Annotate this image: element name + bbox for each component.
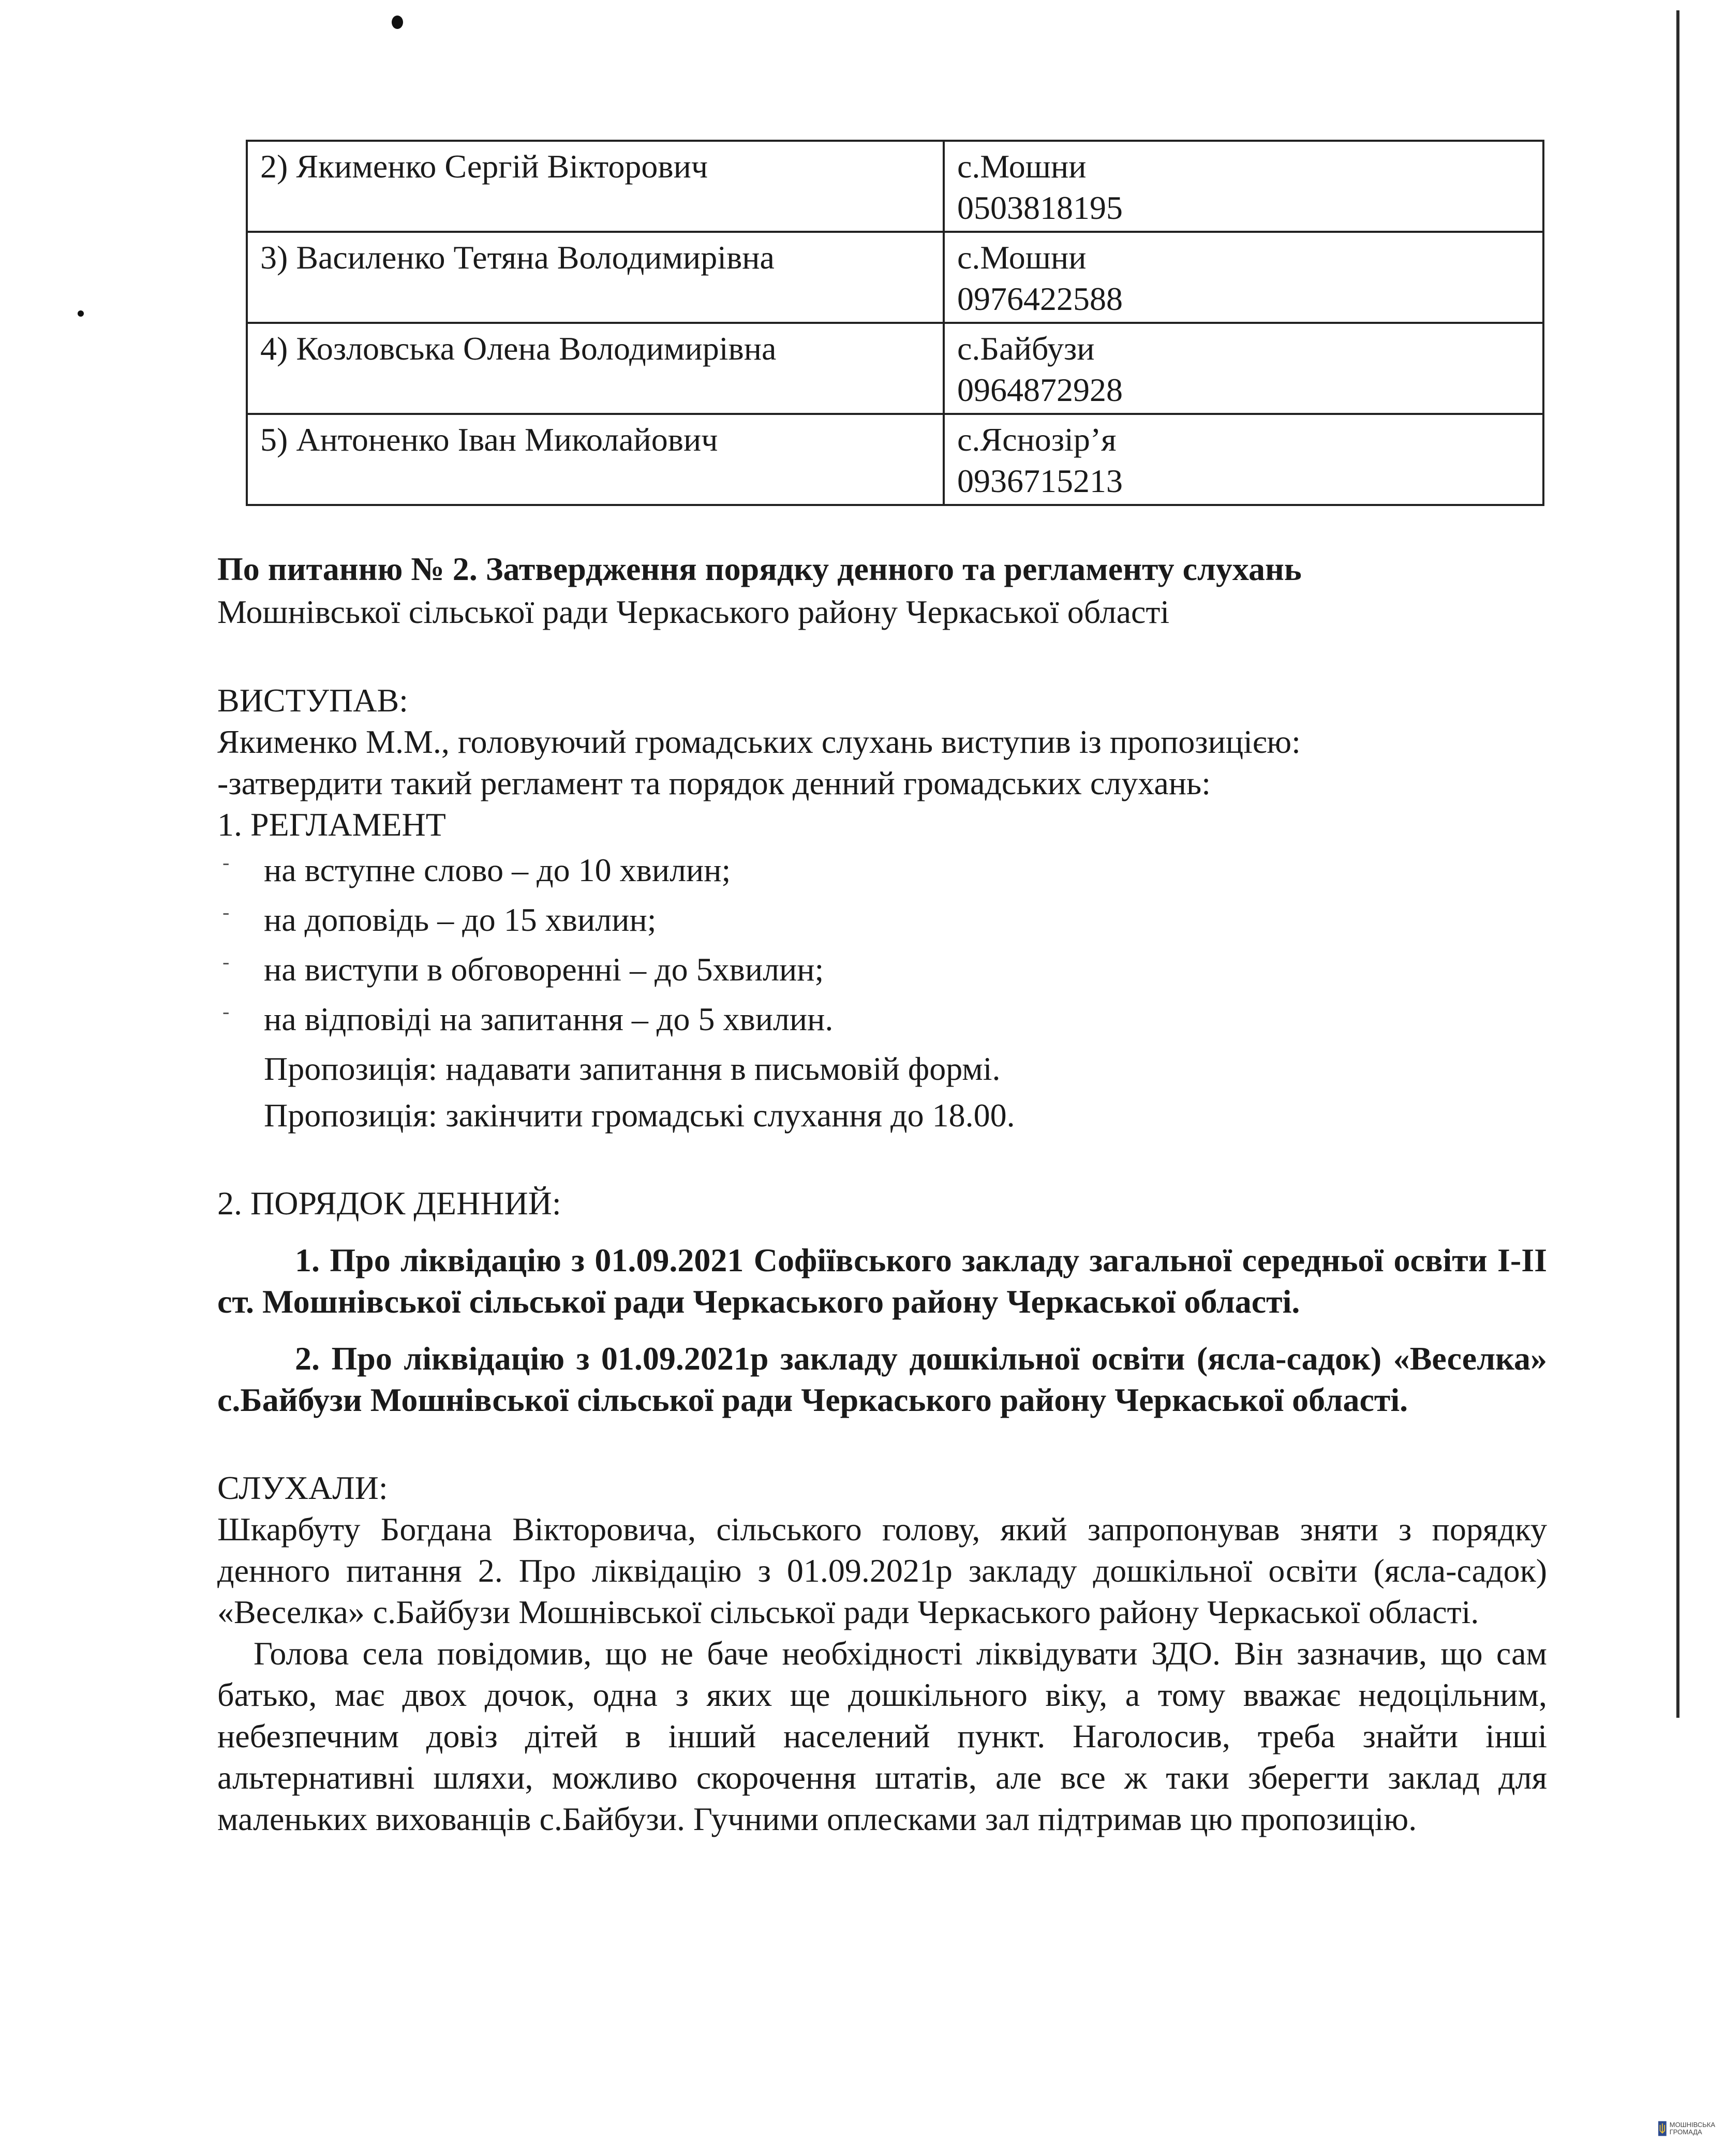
logo-text [1670,2121,1715,2135]
member-name: 2) Якименко Сергій Вікторович [247,141,944,232]
question-title-bold: По питанню № 2. Затвердження порядку денного та регламенту слухань [217,551,1302,587]
spoke-line: -затвердити такий регламент та порядок денний громадських слухань: [217,765,1211,802]
member-village: с.Байбузи [957,330,1095,367]
list-item: - на вступне слово – до 10 хвилин; [217,850,1547,891]
member-name: 4) Козловська Олена Володимирівна [247,323,944,414]
member-name: 3) Василенко Тетяна Володимирівна [247,232,944,323]
table-row [247,232,1543,323]
document-body [217,140,1547,1840]
member-phone: 0964872928 [957,371,1123,408]
member-phone: 0936715213 [957,463,1123,499]
list-item: - на відповіді на запитання – до 5 хвилин. [217,999,1547,1040]
table-row [247,414,1543,505]
list-item: - на виступи в обговоренні – до 5хвилин; [217,949,1547,990]
member-contact [944,414,1543,505]
members-table [246,140,1544,506]
member-phone: 0503818195 [957,189,1123,226]
proposal: Пропозиція: закінчити громадські слухання до 18.00. [264,1097,1015,1134]
heard-heading: СЛУХАЛИ: [217,1469,388,1507]
member-village: с.Мошни [957,148,1087,185]
list-item: - на доповідь – до 15 хвилин; [217,899,1547,941]
regulations-list [217,850,1547,1040]
agenda-item: 2. Про ліквідацію з 01.09.2021р закладу дошкільної освіти (ясла-садок) «Веселка» с.Байбузи Мошнівської сільської ради Черкаського району Черкаської області. [217,1340,1547,1419]
table-row [247,141,1543,232]
question-title-rest: Мошнівської сільської ради Черкаського району Черкаської області [217,593,1170,631]
table-row [247,323,1543,414]
agenda-item: 1. Про ліквідацію з 01.09.2021 Софіївського закладу загальної середньої освіти І-ІІ ст. Мошнівської сільської ради Черкаського району Черкаської області. [217,1242,1547,1320]
logo-line: ГРОМАДА [1669,2128,1702,2136]
agenda-heading: 2. ПОРЯДОК ДЕННИЙ: [217,1185,561,1222]
question-title [217,547,1547,633]
heard-paragraph: Голова села повідомив, що не баче необхідності ліквідувати ЗДО. Він зазначив, що сам батько, має двох дочок, одна з яких ще дошкільного віку, а тому вважає недоцільним, небезпечним довіз дітей в інший населений пункт. Наголосив, треба знайти інші альтернативні шляхи, можливо скорочення штатів, але все ж таки зберегти заклад для маленьких вихованців с.Байбузи. Гучними оплесками зал підтримав цю пропозицію. [217,1635,1547,1838]
spoke-heading: ВИСТУПАВ: [217,682,408,719]
scan-edge-line [1676,10,1679,1718]
member-contact [944,323,1543,414]
scan-speck [78,310,84,317]
scan-speck [392,16,403,29]
proposal: Пропозиція: надавати запитання в письмовій формі. [264,1050,1001,1088]
trident-icon [1658,2118,1667,2139]
member-contact [944,141,1543,232]
regulations-heading: 1. РЕГЛАМЕНТ [217,806,446,843]
community-logo [1658,2114,1715,2144]
spoke-line: Якименко М.М., головуючий громадських слухань виступив із пропозицією: [217,723,1301,761]
member-village: с.Мошни [957,239,1087,276]
member-village: с.Яснозір’я [957,421,1117,458]
heard-paragraph: Шкарбуту Богдана Вікторовича, сільського голову, який запропонував зняти з порядку денного питання 2. Про ліквідацію з 01.09.2021р закладу дошкільної освіти (ясла-садок) «Веселка» с.Байбузи Мошнівської сільської ради Черкаського району Черкаської області. [217,1511,1547,1631]
member-contact [944,232,1543,323]
member-name: 5) Антоненко Іван Миколайович [247,414,944,505]
logo-line: МОШНІВСЬКА [1669,2121,1715,2129]
member-phone: 0976422588 [957,280,1123,317]
